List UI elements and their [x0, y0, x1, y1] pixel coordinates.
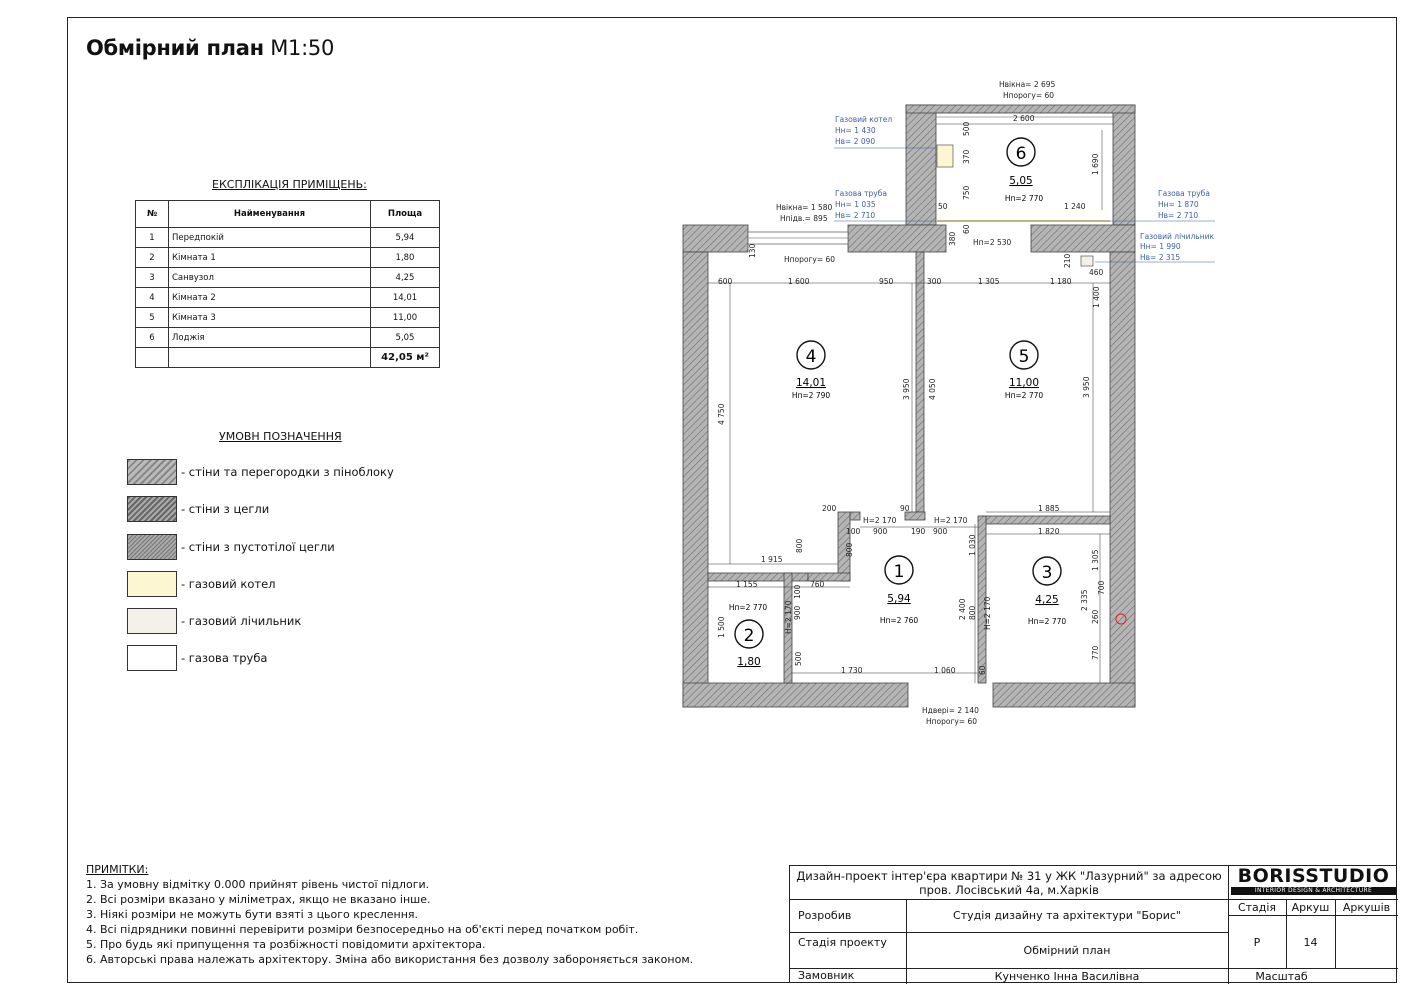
room-2-area: 1,80: [737, 656, 761, 668]
dim: 50: [938, 202, 948, 211]
dim: 60: [978, 665, 987, 675]
col-area: Площа: [371, 201, 440, 228]
note-item: 2. Всі розміри вказано у міліметрах, якщо не вказано інше.: [86, 893, 431, 906]
legend-label: - стіни та перегородки з піноблоку: [181, 465, 394, 479]
dim: 100: [846, 527, 861, 536]
meter-h-low: Нн= 1 990: [1140, 242, 1181, 251]
dim: 750: [962, 185, 971, 200]
room-5-height: Нп=2 770: [1004, 391, 1044, 400]
cell-area: 1,80: [371, 248, 440, 268]
dim: 900: [793, 605, 802, 620]
title-block: [789, 865, 1397, 983]
cell-area: 4,25: [371, 268, 440, 288]
room-5-marker: [1005, 341, 1044, 400]
stage-value: Р: [1253, 935, 1261, 949]
cell-area: 5,94: [371, 228, 440, 248]
dim: 900: [933, 527, 948, 536]
room-6-marker: [1005, 138, 1044, 203]
dim: 1 155: [736, 580, 758, 589]
dim: 2 600: [1013, 114, 1035, 123]
cell-area: 5,05: [371, 328, 440, 348]
room-1-area: 5,94: [887, 593, 911, 605]
room-2-number: 2: [743, 626, 755, 646]
dim: 950: [879, 277, 894, 286]
pipe-left-h-high: Нв= 2 710: [835, 211, 876, 220]
col-name: Найменування: [169, 201, 371, 228]
cell-name: Передпокій: [169, 228, 371, 248]
total-area: 42,05 м²: [371, 348, 440, 368]
studio-logo-subtitle: INTERIOR DESIGN & ARCHITECTURE: [1231, 887, 1396, 895]
scale-label: Масштаб: [1255, 969, 1308, 983]
room-3-marker: [1028, 557, 1067, 626]
sheet-header: Аркуш: [1291, 900, 1330, 914]
room-4-area: 14,01: [795, 377, 827, 389]
dim: 2 400: [958, 598, 967, 620]
room-6-height: Нп=2 770: [1004, 194, 1044, 203]
cell-number: 5: [136, 308, 169, 328]
legend-title: УМОВН ПОЗНАЧЕННЯ: [219, 430, 342, 443]
cell-name: Кімната 1: [169, 248, 371, 268]
door-bottom-threshold: Нпорогу= 60: [926, 717, 978, 726]
room-4-height: Нп=2 790: [791, 391, 831, 400]
pipe-left-label: Газова труба: [835, 189, 887, 198]
pipe-right-h-high: Нв= 2 710: [1158, 211, 1199, 220]
cell-number: 1: [136, 228, 169, 248]
dim: H=2 170: [934, 516, 968, 525]
threshold-left: Нпорогу= 60: [784, 255, 836, 264]
dim: 4 050: [928, 378, 937, 400]
cell-number: 6: [136, 328, 169, 348]
dim: H=2 170: [983, 596, 992, 630]
dim: 500: [962, 121, 971, 136]
dim: 1 730: [841, 666, 863, 675]
meter-h-high: Нв= 2 315: [1140, 253, 1181, 262]
dim: 3 950: [902, 378, 911, 400]
project-name: Дизайн-проект інтер'єра квартири № 31 у ЖК "Лазурний" за адресою пров. Лосівський 4а, м.Харків: [796, 868, 1222, 897]
dim: 770: [1091, 645, 1100, 660]
cell-number: 2: [136, 248, 169, 268]
dim: 1 240: [1064, 202, 1086, 211]
client-value: Кунченко Інна Василівна: [994, 969, 1140, 983]
note-item: 4. Всі підрядники повинні перевірити розміри безпосередньо на об'єкті перед початком робіт.: [86, 923, 639, 936]
room-3-area: 4,25: [1035, 594, 1059, 606]
dim: 370: [962, 149, 971, 164]
notes-title: ПРИМІТКИ:: [86, 863, 149, 876]
dim: 90: [900, 504, 910, 513]
dim: 800: [795, 538, 804, 553]
sheet-value: 14: [1303, 935, 1318, 949]
dim: 1 690: [1091, 153, 1100, 175]
cell-area: 14,01: [371, 288, 440, 308]
gas-boiler: [937, 145, 953, 167]
room-2-marker: [729, 603, 768, 668]
dim: 500: [794, 651, 803, 666]
dim: 1 820: [1038, 527, 1060, 536]
dim: 1 305: [1091, 549, 1100, 571]
dim: H=2 170: [784, 600, 793, 634]
explication-title: ЕКСПЛІКАЦІЯ ПРИМІЩЕНЬ:: [212, 178, 367, 191]
developed-value: Студія дизайну та архітектури "Борис": [953, 909, 1181, 922]
dim: 190: [911, 527, 926, 536]
dim: 900: [873, 527, 888, 536]
dim: 380: [948, 231, 957, 246]
room-3-number: 3: [1041, 563, 1053, 583]
dim: 1 060: [934, 666, 956, 675]
dim: 1 030: [968, 534, 977, 556]
client-label: Замовник: [798, 969, 855, 982]
note-item: 3. Ніякі розміри не можуть бути взяті з цього креслення.: [86, 908, 419, 921]
note-item: 6. Авторські права належать архітектору. Зміна або використання без дозволу забороняється законом.: [86, 953, 694, 966]
opening-height: Нп=2 530: [973, 238, 1012, 247]
stage-header: Стадія: [1237, 900, 1277, 914]
room-2-height: Нп=2 770: [728, 603, 768, 612]
cell-name: Кімната 2: [169, 288, 371, 308]
dim: H=2 170: [863, 516, 897, 525]
title-scale: М1:50: [270, 36, 335, 60]
dim: 1 915: [761, 555, 783, 564]
stage-label: Стадія проекту: [798, 936, 887, 949]
boiler-h-high: Нв= 2 090: [835, 137, 876, 146]
drawing-name: Обмірний план: [1023, 943, 1111, 957]
window-left-sill: Нпідв.= 895: [780, 214, 828, 223]
cell-area: 11,00: [371, 308, 440, 328]
note-item: 5. Про будь які припущення та розбіжності повідомити архітектора.: [86, 938, 486, 951]
pipe-right-h-low: Нн= 1 870: [1158, 200, 1199, 209]
room-1-height: Нп=2 760: [879, 616, 919, 625]
window-left-height: Нвікна= 1 580: [776, 203, 833, 212]
boiler-label: Газовий котел: [835, 115, 893, 124]
dim: 300: [927, 277, 942, 286]
door-bottom-height: Ндвері= 2 140: [922, 706, 979, 715]
room-5-number: 5: [1018, 347, 1030, 367]
room-1-number: 1: [893, 562, 905, 582]
pipe-right-label: Газова труба: [1158, 189, 1210, 198]
cell-number: 4: [136, 288, 169, 308]
notes: [86, 862, 693, 967]
dim: 1 500: [717, 616, 726, 638]
dim: 460: [1089, 268, 1104, 277]
dim: 210: [1063, 253, 1072, 268]
pipe-left-h-low: Нн= 1 035: [835, 200, 876, 209]
legend-label: - газова труба: [181, 651, 268, 665]
legend-label: - стіни з цегли: [181, 502, 270, 516]
dim: 600: [718, 277, 733, 286]
note-item: 1. За умовну відмітку 0.000 прийнят рівень чистої підлоги.: [86, 878, 430, 891]
room-6-number: 6: [1015, 144, 1027, 164]
window-top-threshold: Нпорогу= 60: [1003, 91, 1055, 100]
dim: 4 750: [717, 403, 726, 425]
sheets-header: Аркушів: [1342, 900, 1391, 914]
cell-number: 3: [136, 268, 169, 288]
room-1-marker: [880, 556, 919, 625]
legend-label: - стіни з пустотілої цегли: [181, 540, 335, 554]
window-top-height: Нвікна= 2 695: [999, 80, 1056, 89]
room-4-marker: [792, 341, 831, 400]
studio-logo: BORISSTUDIO: [1237, 865, 1390, 887]
legend-label: - газовий лічильник: [181, 614, 302, 628]
room-5-area: 11,00: [1008, 377, 1040, 389]
cell-name: Лоджія: [169, 328, 371, 348]
dim: 1 885: [1038, 504, 1060, 513]
dim: 700: [1097, 580, 1106, 595]
cell-name: Санвузол: [169, 268, 371, 288]
gas-meter: [1081, 256, 1093, 266]
dim: 760: [810, 580, 825, 589]
meter-label: Газовий лічильник: [1140, 232, 1215, 241]
dim: 800: [968, 605, 977, 620]
room-6-area: 5,05: [1009, 175, 1033, 187]
sheets-value: [1335, 915, 1398, 969]
legend-label: - газовий котел: [181, 577, 276, 591]
room-4-number: 4: [805, 347, 817, 367]
cell-name: Кімната 3: [169, 308, 371, 328]
dim: 1 180: [1050, 277, 1072, 286]
dim: 260: [1091, 609, 1100, 624]
developed-label: Розробив: [798, 909, 852, 922]
title-main: Обмірний план: [86, 36, 264, 60]
dim: 100: [793, 584, 802, 599]
boiler-h-low: Нн= 1 430: [835, 126, 876, 135]
dim: 1 400: [1092, 286, 1101, 308]
dim: 800: [845, 542, 854, 557]
dim: 1 600: [788, 277, 810, 286]
col-number: №: [136, 201, 169, 228]
dim: 130: [748, 243, 757, 258]
room-3-height: Нп=2 770: [1027, 617, 1067, 626]
dim: 60: [962, 224, 971, 234]
dim: 1 305: [978, 277, 1000, 286]
dim: 200: [822, 504, 837, 513]
dim: 3 950: [1082, 376, 1091, 398]
dim: 2 335: [1080, 589, 1089, 611]
